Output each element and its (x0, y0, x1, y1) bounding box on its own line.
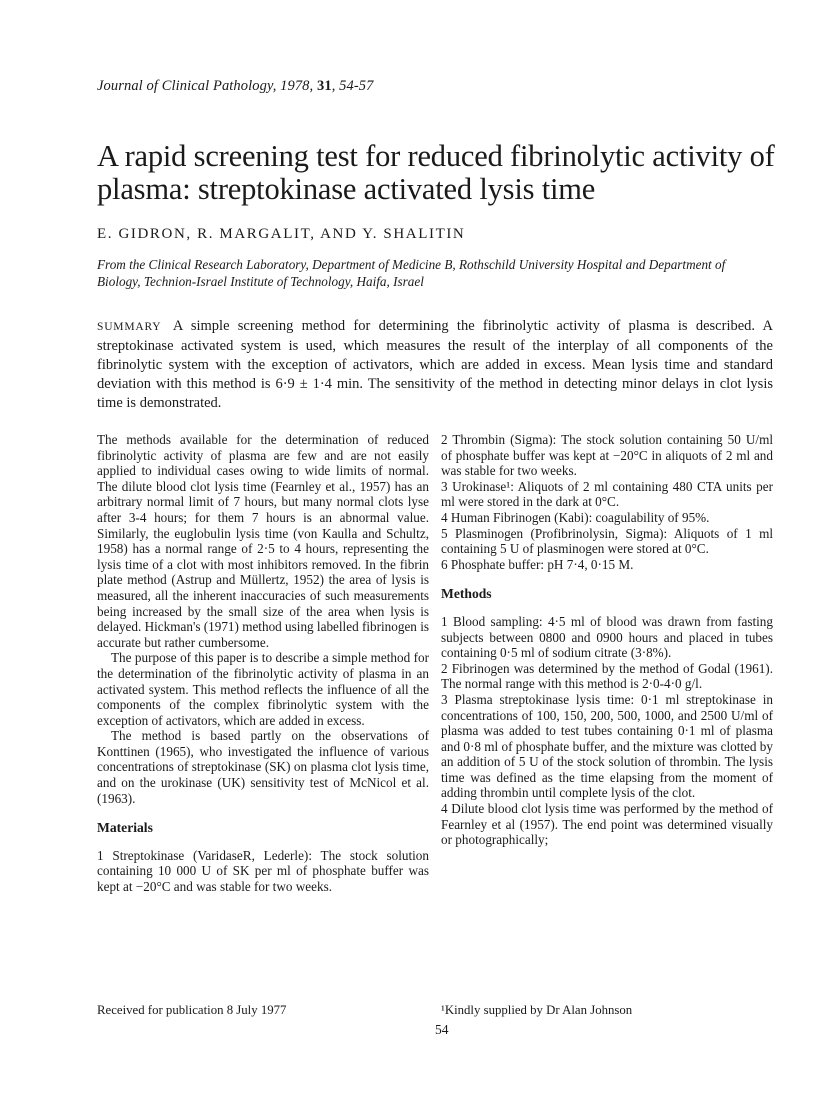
materials-item-6: 6 Phosphate buffer: pH 7·4, 0·15 M. (441, 556, 634, 572)
authors: E. GIDRON, R. MARGALIT, AND Y. SHALITIN (97, 226, 466, 242)
journal-pages: , 54-57 (331, 78, 374, 94)
methods-item-4: 4 Dilute blood clot lysis time was performed by the method of Fearnley et al (1957). The end point was determined visually or photographically; (441, 801, 773, 848)
intro-paragraph-1: The methods available for the determination of reduced fibrinolytic activity of plasma are few and are not easily applied to individual cases owing to wide limits of normal. The dilute blood clot lysis time (Fearnley et al., 1957) has an arbitrary normal limit of 7 hours, but many normal clots lyse after 3-4 hours; for them 7 hours is an abnormal value. Similarly, the euglobulin lysis time (von Kaulla and Schultz, 1958) has a normal range of 2·5 to 4 hours, representing the lysis time of a clot with most inhibitors removed. In the fibrin plate method (Astrup and Müllertz, 1952) the area of lysis is measured, all the inherent inaccuracies of such measurements being increased by the small size of the area when lysis is delayed. Hickman's (1971) method using labelled fibrinogen is accurate but rather cumbersome. (97, 432, 429, 650)
materials-item-5: 5 Plasminogen (Profibrinolysin, Sigma): Aliquots of 1 ml containing 5 U of plasminogen were stored at 0°C. (441, 525, 773, 557)
right-column (441, 432, 773, 848)
left-column (97, 432, 429, 895)
journal-name: Journal of Clinical Pathology (97, 78, 273, 94)
affiliation: From the Clinical Research Laboratory, Department of Medicine B, Rothschild University Hospital and Department of Biology, Technion-Israel Institute of Technology, Haifa, Israel (97, 257, 726, 289)
summary-text: A simple screening method for determining the fibrinolytic activity of plasma is described. A streptokinase activated system is used, which measures the result of the interplay of all components of the fibrinolytic system with the exception of activators, which are added in excess. Mean lysis time and standard deviation with this method is 6·9 ± 1·4 min. The sensitivity of the method in detecting minor delays in clot lysis time is demonstrated. (97, 318, 773, 411)
page-number: 54 (435, 1022, 449, 1037)
intro-paragraph-2: The purpose of this paper is to describe a simple method for the determination of the fibrinolytic activity of plasma in an activated system. This method reflects the influence of all the components of the complex fibrinolytic system with the exception of activators, which are added in excess. (97, 650, 429, 728)
materials-item-4: 4 Human Fibrinogen (Kabi): coagulability of 95%. (441, 509, 710, 525)
materials-item-3: 3 Urokinase¹: Aliquots of 2 ml containing 480 CTA units per ml were stored in the dark at 0°C. (441, 478, 773, 510)
methods-item-3: 3 Plasma streptokinase lysis time: 0·1 ml streptokinase in concentrations of 100, 150, 200, 500, 1000, and 2500 U/ml of plasma was added to test tubes containing 0·1 ml of plasma and 0·8 ml of phosphate buffer, and the mixture was clotted by an addition of 5 U of the stock solution of thrombin. The lysis time was defined as the time elapsing from the moment of adding thrombin until complete lysis of the clot. (441, 691, 773, 801)
received-date: Received for publication 8 July 1977 (97, 1003, 287, 1017)
journal-year: , 1978, (272, 78, 314, 94)
journal-header (97, 78, 373, 95)
methods-item-1: 1 Blood sampling: 4·5 ml of blood was drawn from fasting subjects between 0800 and 0900 hours and placed in tubes containing 0·5 ml of sodium citrate (3·8%). (441, 613, 773, 661)
materials-item-1: 1 Streptokinase (VaridaseR, Lederle): The stock solution containing 10 000 U of SK per ml of phosphate buffer was kept at −20°C and was stable for two weeks. (97, 847, 429, 895)
methods-item-2: 2 Fibrinogen was determined by the method of Godal (1961). The normal range with this method is 2·0-4·0 g/l. (441, 660, 773, 692)
methods-heading: Methods (441, 586, 492, 602)
materials-item-2: 2 Thrombin (Sigma): The stock solution containing 50 U/ml of phosphate buffer was kept at −20°C in aliquots of 2 ml and was stable for two weeks. (441, 432, 773, 479)
summary (97, 317, 773, 413)
summary-label: SUMMARY (97, 321, 162, 333)
article-title: A rapid screening test for reduced fibrinolytic activity of plasma: streptokinase activated lysis time (97, 139, 775, 206)
intro-paragraph-3: The method is based partly on the observations of Konttinen (1965), who investigated the influence of various concentrations of streptokinase (SK) on plasma clot lysis time, and on the urokinase (UK) sensitivity test of McNicol et al. (1963). (97, 728, 429, 806)
footnote: ¹Kindly supplied by Dr Alan Johnson (441, 1003, 633, 1017)
materials-heading: Materials (97, 820, 153, 836)
journal-volume: 31 (317, 78, 332, 94)
